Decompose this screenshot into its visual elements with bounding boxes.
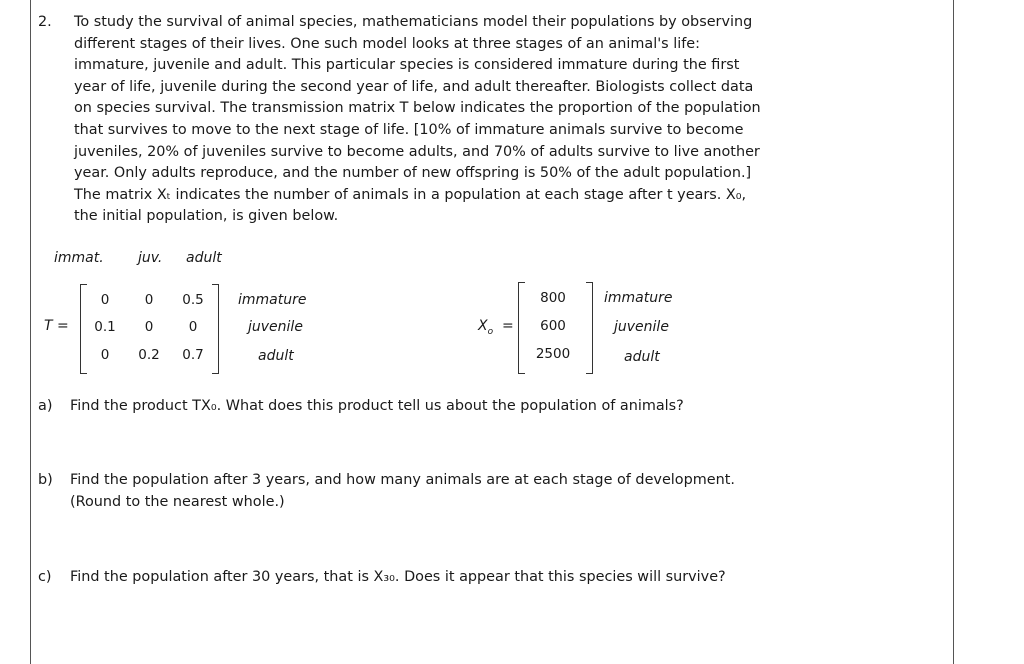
col-header-juvenile: juv. bbox=[138, 250, 163, 266]
question-a-label: a) bbox=[38, 398, 53, 414]
matrix-t-cell: 0.5 bbox=[182, 292, 204, 308]
problem-line: To study the survival of animal species, mathematicians model their populations by observing bbox=[74, 14, 753, 30]
matrix-t-cell: 0.7 bbox=[182, 347, 204, 363]
question-c bbox=[38, 567, 726, 589]
matrix-t-cell: 0 bbox=[144, 319, 154, 335]
matrix-t-cell: 0.2 bbox=[138, 347, 160, 363]
problem-line: The matrix Xₜ indicates the number of animals in a population at each stage after t years. X₀, bbox=[74, 186, 747, 203]
matrix-t-row-label: adult bbox=[258, 348, 294, 364]
problem-line: the initial population, is given below. bbox=[74, 208, 339, 225]
problem-line: different stages of their lives. One such model looks at three stages of an animal's life: bbox=[74, 35, 700, 52]
matrix-x-cell: 800 bbox=[540, 290, 566, 306]
question-b-label: b) bbox=[38, 472, 53, 488]
question-b bbox=[38, 470, 735, 510]
matrix-t-row-label: immature bbox=[238, 292, 307, 308]
problem-line: on species survival. The transmission matrix T below indicates the proportion of the population bbox=[74, 100, 761, 117]
matrix-x-name bbox=[478, 318, 493, 337]
matrix-t-cell: 0 bbox=[188, 319, 198, 335]
matrix-x-row-label: juvenile bbox=[614, 319, 669, 335]
matrix-x-cell: 600 bbox=[540, 318, 566, 334]
matrix-x-subscript: o bbox=[487, 326, 494, 337]
matrix-x-cell: 2500 bbox=[535, 346, 571, 362]
question-a-text: Find the product TX₀. What does this product tell us about the population of animals? bbox=[70, 398, 684, 414]
matrix-x-row-label: adult bbox=[624, 349, 660, 365]
problem-line: juveniles, 20% of juveniles survive to become adults, and 70% of adults survive to live another bbox=[74, 143, 760, 160]
problem-line: that survives to move to the next stage of life. [10% of immature animals survive to become bbox=[74, 121, 744, 138]
question-b-text: Find the population after 3 years, and how many animals are at each stage of development. bbox=[70, 472, 735, 488]
matrix-t-cell: 0 bbox=[100, 292, 110, 308]
matrix-x-letter: X bbox=[478, 318, 488, 334]
matrix-t-cell: 0.1 bbox=[94, 319, 116, 335]
problem-line: year of life, juvenile during the second year of life, and adult thereafter. Biologists collect data bbox=[74, 78, 754, 95]
problem-statement bbox=[74, 12, 942, 228]
problem-line: year. Only adults reproduce, and the number of new offspring is 50% of the adult population.] bbox=[74, 165, 752, 182]
matrix-x-equals: = bbox=[502, 318, 514, 334]
problem-line: immature, juvenile and adult. This particular species is considered immature during the first bbox=[74, 57, 740, 74]
matrix-t-name: T = bbox=[44, 318, 69, 334]
matrix-x-left-bracket bbox=[518, 282, 525, 374]
col-header-adult: adult bbox=[186, 250, 222, 266]
matrix-x-row-label: immature bbox=[604, 290, 673, 306]
question-b-text-line2: (Round to the nearest whole.) bbox=[70, 493, 285, 510]
matrix-t-cell: 0 bbox=[100, 347, 110, 363]
matrix-t-cell: 0 bbox=[144, 292, 154, 308]
matrix-t-row-label: juvenile bbox=[248, 319, 303, 335]
matrix-x-right-bracket bbox=[586, 282, 593, 374]
question-c-text: Find the population after 30 years, that is X₃₀. Does it appear that this species will survive? bbox=[70, 569, 726, 585]
question-a bbox=[38, 396, 684, 418]
question-c-label: c) bbox=[38, 569, 52, 585]
col-header-immature: immat. bbox=[54, 250, 104, 266]
problem-number: 2. bbox=[38, 14, 52, 30]
